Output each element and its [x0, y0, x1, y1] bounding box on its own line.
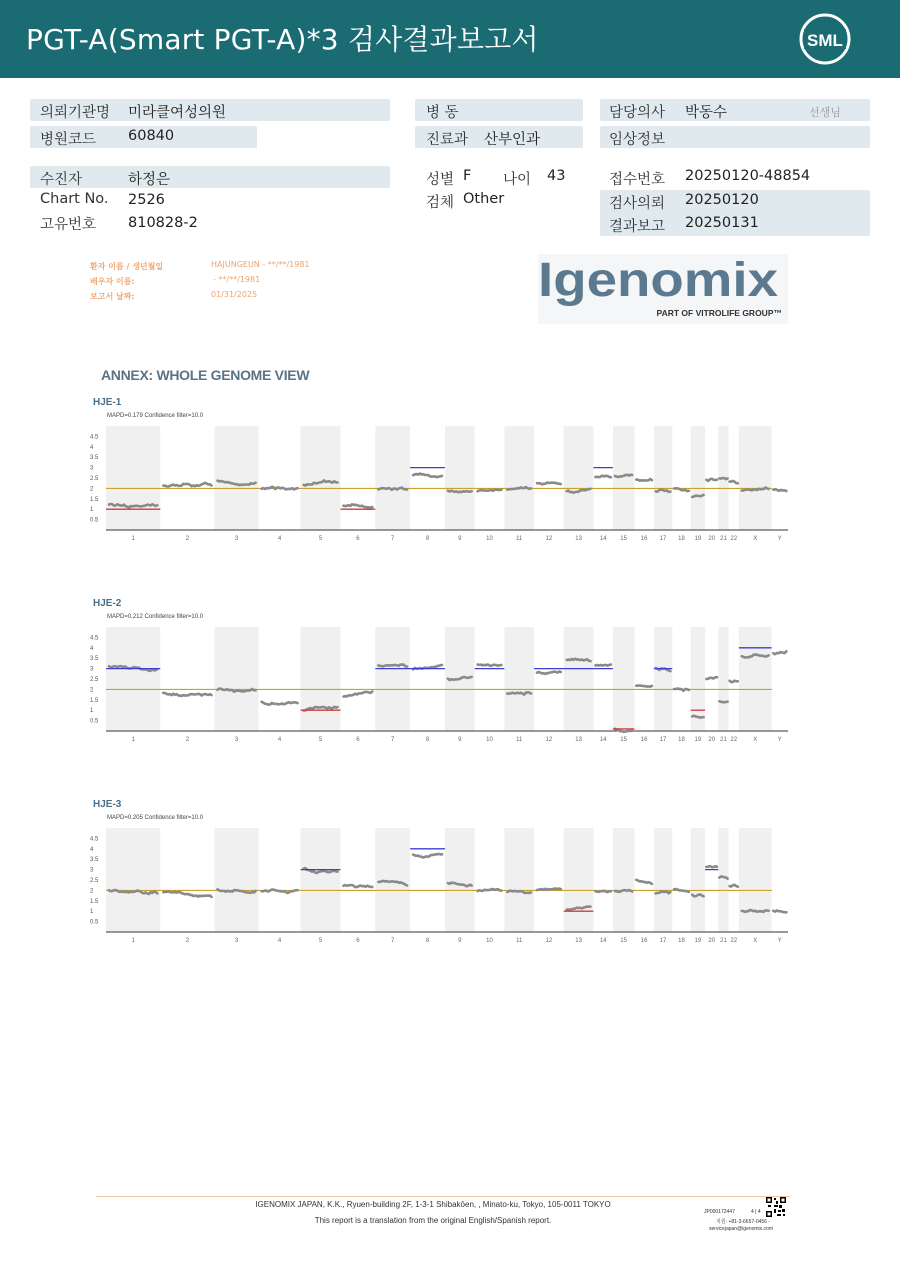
ward-label: 병 동: [426, 105, 459, 121]
copy-number-trace-Y: [773, 910, 786, 912]
y-tick-label: 3: [90, 465, 94, 472]
hje1-genome-chart: [88, 424, 790, 546]
chromosome-label-4: 4: [277, 536, 282, 542]
chromosome-band-9: [445, 828, 475, 932]
sex-label: 성별: [426, 172, 455, 188]
chromosome-label-22: 22: [730, 737, 738, 743]
report-date-label: 결과보고: [609, 219, 666, 235]
hje1-mapd: MAPD=0.179 Confidence filter=10.0: [107, 413, 204, 419]
copy-number-trace-22: [730, 481, 738, 483]
hje3-title: HJE-3: [93, 799, 122, 810]
chromosome-label-15: 15: [620, 737, 627, 743]
patient-value: 하정은: [128, 172, 171, 188]
footer-phone: 지원: +81-3-6657-0456 -: [716, 1219, 770, 1225]
chromosome-label-22: 22: [730, 536, 738, 542]
chromosome-label-3: 3: [234, 938, 239, 944]
y-tick-label: 4: [90, 444, 94, 451]
doctor-label: 담당의사: [609, 105, 666, 121]
copy-number-trace-8: [413, 474, 442, 478]
hje2-title: HJE-2: [93, 598, 122, 609]
age-label: 나이: [503, 172, 532, 188]
sml-logo-text: SML: [807, 31, 843, 50]
copy-number-trace-16: [636, 880, 652, 884]
chromosome-label-9: 9: [458, 938, 462, 944]
chromosome-band-5: [301, 426, 341, 530]
chromosome-band-13: [564, 627, 594, 731]
y-tick-label: 1: [90, 708, 94, 715]
chromosome-label-5: 5: [318, 536, 323, 542]
copy-number-trace-8: [413, 854, 442, 858]
igenomix-tagline: PART OF VITROLIFE GROUP™: [656, 308, 782, 318]
chromosome-label-2: 2: [185, 938, 190, 944]
y-tick-label: 2.5: [90, 476, 99, 482]
copy-number-trace-16: [636, 686, 652, 687]
chromosome-label-20: 20: [708, 737, 716, 743]
chromosome-label-12: 12: [545, 536, 553, 542]
chromosome-band-5: [301, 627, 341, 731]
copy-number-trace-10: [478, 490, 502, 492]
chromosome-band-1: [106, 828, 160, 932]
hje2-mapd: MAPD=0.212 Confidence filter=10.0: [107, 614, 204, 620]
chart-no-value: 2526: [128, 192, 165, 208]
y-tick-label: 4.5: [90, 836, 99, 843]
chromosome-band-17: [654, 426, 672, 530]
chromosome-band-13: [564, 426, 594, 530]
chromosome-band-15: [613, 627, 635, 731]
copy-number-trace-18: [674, 889, 689, 892]
copy-number-trace-2: [163, 483, 211, 487]
copy-number-trace-20: [706, 479, 717, 481]
chromosome-label-5: 5: [318, 938, 323, 944]
chromosome-label-6: 6: [356, 536, 360, 542]
chromosome-label-20: 20: [708, 938, 716, 944]
doctor-suffix: 선생님: [809, 106, 841, 119]
chromosome-band-21: [718, 627, 728, 731]
y-tick-label: 3.5: [90, 857, 99, 864]
chromosome-label-Y: Y: [777, 737, 782, 743]
chromosome-label-1: 1: [131, 938, 135, 944]
chromosome-label-14: 14: [599, 938, 607, 944]
report-date-meta-value: 01/31/2025: [211, 290, 258, 299]
doctor-value: 박동수: [685, 105, 728, 121]
chromosome-band-9: [445, 426, 475, 530]
footer-divider: [96, 1196, 790, 1197]
copy-number-trace-16: [636, 479, 652, 481]
y-tick-label: 3: [90, 666, 94, 673]
report-title: PGT-A(Smart PGT-A)*3 검사결과보고서: [26, 23, 539, 56]
chromosome-band-3: [215, 426, 259, 530]
report-date-meta-label: 보고서 날짜:: [90, 292, 135, 301]
chromosome-band-13: [564, 828, 594, 932]
chromosome-label-3: 3: [234, 536, 239, 542]
chromosome-band-15: [613, 828, 635, 932]
chromosome-label-14: 14: [599, 536, 607, 542]
chromosome-label-16: 16: [640, 737, 648, 743]
hje3-mapd: MAPD=0.205 Confidence filter=10.0: [107, 815, 204, 821]
copy-number-trace-6: [344, 885, 373, 887]
chromosome-label-12: 12: [545, 737, 553, 743]
footer-translation-note: This report is a translation from the original English/Spanish report.: [314, 1216, 552, 1225]
chromosome-label-3: 3: [234, 737, 239, 743]
chromosome-label-2: 2: [185, 536, 190, 542]
copy-number-trace-6: [344, 692, 373, 697]
receipt-value: 20250120-48854: [685, 168, 811, 184]
partner-meta-value: - **/**/1981: [213, 275, 261, 284]
chromosome-band-17: [654, 627, 672, 731]
chromosome-label-14: 14: [599, 737, 607, 743]
footer-email: servicejapan@igenomix.com: [709, 1226, 773, 1232]
copy-number-trace-21: [719, 478, 727, 479]
y-tick-label: 3: [90, 867, 94, 874]
chromosome-label-2: 2: [185, 737, 190, 743]
y-tick-label: 3.5: [90, 455, 99, 462]
footer-doc-id: JP000172447: [704, 1209, 735, 1215]
chromosome-label-9: 9: [458, 536, 462, 542]
sml-logo: [798, 12, 852, 66]
chromosome-label-9: 9: [458, 737, 462, 743]
copy-number-trace-14: [595, 476, 611, 478]
chromosome-label-17: 17: [659, 737, 667, 743]
chromosome-band-X: [739, 426, 772, 530]
chromosome-label-19: 19: [694, 536, 702, 542]
patient-bar: [30, 166, 390, 188]
chromosome-label-20: 20: [708, 536, 716, 542]
chromosome-label-10: 10: [486, 938, 493, 944]
y-tick-label: 4.5: [90, 434, 99, 441]
hje1-title: HJE-1: [93, 397, 122, 408]
chromosome-label-8: 8: [425, 737, 430, 743]
chromosome-label-21: 21: [720, 737, 727, 743]
chromosome-band-15: [613, 426, 635, 530]
chart-no-label: Chart No.: [40, 191, 109, 207]
chromosome-label-18: 18: [678, 737, 685, 743]
hje3-genome-chart: [88, 826, 790, 948]
chromosome-label-X: X: [753, 938, 758, 944]
chromosome-label-4: 4: [277, 737, 282, 743]
chromosome-label-8: 8: [425, 536, 430, 542]
chromosome-label-4: 4: [277, 938, 282, 944]
y-tick-label: 1.5: [90, 496, 99, 503]
chromosome-label-11: 11: [516, 737, 523, 743]
copy-number-trace-18: [674, 689, 689, 691]
copy-number-trace-21: [719, 701, 727, 702]
report-header: [0, 0, 900, 78]
copy-number-trace-12: [537, 672, 561, 674]
footer-page: 4 | 4: [751, 1209, 761, 1215]
y-tick-label: 1: [90, 909, 94, 916]
chromosome-band-1: [106, 426, 160, 530]
annex-title: ANNEX: WHOLE GENOME VIEW: [101, 367, 310, 383]
unique-id-label: 고유번호: [40, 217, 97, 233]
specimen-value: Other: [463, 191, 505, 207]
report-date-value: 20250131: [685, 215, 759, 231]
institution-label: 의뢰기관명: [40, 105, 111, 121]
chromosome-band-X: [739, 828, 772, 932]
chromosome-label-13: 13: [575, 737, 582, 743]
chromosome-label-8: 8: [425, 938, 430, 944]
chromosome-label-10: 10: [486, 536, 493, 542]
y-tick-label: 2.5: [90, 677, 99, 683]
copy-number-trace-19: [692, 894, 703, 896]
copy-number-trace-Y: [773, 651, 786, 654]
y-tick-label: 0.5: [90, 517, 99, 524]
igenomix-logo-text: Igenomix: [538, 254, 779, 307]
chromosome-band-19: [691, 426, 705, 530]
chromosome-label-16: 16: [640, 938, 648, 944]
request-value: 20250120: [685, 192, 759, 208]
y-tick-label: 3.5: [90, 656, 99, 663]
specimen-label: 검체: [426, 195, 455, 211]
unique-id-value: 810828-2: [128, 215, 198, 231]
hje2-genome-chart: [88, 625, 790, 747]
y-tick-label: 2: [90, 687, 94, 694]
copy-number-trace-20: [706, 677, 717, 679]
patient-label: 수진자: [40, 172, 83, 188]
copy-number-trace-2: [163, 891, 211, 896]
chromosome-band-7: [375, 627, 410, 731]
y-tick-label: 4: [90, 645, 94, 652]
copy-number-trace-20: [706, 866, 717, 867]
copy-number-trace-12: [537, 888, 561, 890]
chromosome-label-21: 21: [720, 938, 727, 944]
age-value: 43: [547, 168, 566, 184]
chromosome-label-7: 7: [391, 536, 395, 542]
patient-name-meta-value: HAJUNGEUN - **/**/1981: [211, 260, 310, 269]
chromosome-label-11: 11: [516, 536, 523, 542]
copy-number-trace-22: [730, 681, 738, 683]
copy-number-trace-4: [262, 702, 298, 705]
chromosome-label-12: 12: [545, 938, 553, 944]
chromosome-label-22: 22: [730, 938, 738, 944]
copy-number-trace-22: [730, 885, 738, 887]
copy-number-trace-10: [478, 664, 502, 666]
chromosome-band-11: [504, 426, 534, 530]
copy-number-trace-Y: [773, 489, 786, 491]
copy-number-trace-2: [163, 693, 211, 696]
y-tick-label: 1: [90, 507, 94, 514]
y-tick-label: 0.5: [90, 718, 99, 725]
y-tick-label: 4: [90, 846, 94, 853]
patient-name-meta-label: 환자 이름 / 생년월일: [90, 262, 164, 271]
chromosome-band-X: [739, 627, 772, 731]
copy-number-trace-12: [537, 483, 561, 485]
chromosome-label-18: 18: [678, 938, 685, 944]
chromosome-label-19: 19: [694, 737, 702, 743]
partner-meta-label: 배우자 이름:: [90, 277, 135, 286]
copy-number-trace-4: [262, 487, 298, 490]
igenomix-logo: [538, 254, 788, 324]
copy-number-trace-19: [692, 495, 703, 497]
chromosome-label-10: 10: [486, 737, 493, 743]
chromosome-label-15: 15: [620, 938, 627, 944]
chromosome-label-13: 13: [575, 938, 582, 944]
hospital-code-label: 병원코드: [40, 132, 97, 148]
chromosome-label-13: 13: [575, 536, 582, 542]
chromosome-band-5: [301, 828, 341, 932]
copy-number-trace-6: [344, 504, 373, 507]
y-tick-label: 0.5: [90, 919, 99, 926]
chromosome-label-1: 1: [131, 737, 135, 743]
institution-value: 미라클여성의원: [128, 105, 227, 121]
chromosome-label-X: X: [753, 536, 758, 542]
chromosome-label-6: 6: [356, 938, 360, 944]
y-tick-label: 2: [90, 486, 94, 493]
chromosome-label-15: 15: [620, 536, 627, 542]
chromosome-band-3: [215, 627, 259, 731]
chromosome-label-21: 21: [720, 536, 727, 542]
copy-number-trace-14: [595, 891, 611, 892]
y-tick-label: 2.5: [90, 878, 99, 884]
chromosome-band-19: [691, 828, 705, 932]
hospital-code-value: 60840: [128, 128, 175, 144]
chromosome-label-Y: Y: [777, 536, 782, 542]
chromosome-label-Y: Y: [777, 938, 782, 944]
y-tick-label: 2: [90, 888, 94, 895]
chromosome-label-1: 1: [131, 536, 135, 542]
footer-address: IGENOMIX JAPAN, K.K., Ryuen-building 2F, 1-3-1 Shibakōen, , Minato-ku, Tokyo, 105-0011 TOKYO: [255, 1200, 611, 1209]
chromosome-band-11: [504, 627, 534, 731]
y-tick-label: 1.5: [90, 697, 99, 704]
chromosome-label-6: 6: [356, 737, 360, 743]
chromosome-label-7: 7: [391, 737, 395, 743]
clinical-label: 임상정보: [609, 132, 666, 148]
copy-number-trace-14: [595, 665, 611, 666]
chromosome-label-X: X: [753, 737, 758, 743]
dept-value: 산부인과: [484, 132, 541, 148]
chromosome-band-11: [504, 828, 534, 932]
chromosome-band-7: [375, 426, 410, 530]
chromosome-label-17: 17: [659, 536, 667, 542]
chromosome-label-17: 17: [659, 938, 667, 944]
chromosome-band-7: [375, 828, 410, 932]
chromosome-label-11: 11: [516, 938, 523, 944]
qr-code-icon: [766, 1197, 786, 1217]
dept-label: 진료과: [426, 132, 469, 148]
chromosome-label-5: 5: [318, 737, 323, 743]
chromosome-band-17: [654, 828, 672, 932]
y-tick-label: 1.5: [90, 898, 99, 905]
chromosome-band-3: [215, 828, 259, 932]
copy-number-trace-4: [262, 890, 298, 894]
y-tick-label: 4.5: [90, 635, 99, 642]
chromosome-label-16: 16: [640, 536, 648, 542]
request-label: 검사의뢰: [609, 196, 666, 212]
receipt-label: 접수번호: [609, 172, 666, 188]
chromosome-label-7: 7: [391, 938, 395, 944]
chromosome-label-18: 18: [678, 536, 685, 542]
chromosome-label-19: 19: [694, 938, 702, 944]
chromosome-band-21: [718, 828, 728, 932]
copy-number-trace-9: [448, 491, 472, 493]
chromosome-band-1: [106, 627, 160, 731]
sex-value: F: [463, 168, 472, 184]
